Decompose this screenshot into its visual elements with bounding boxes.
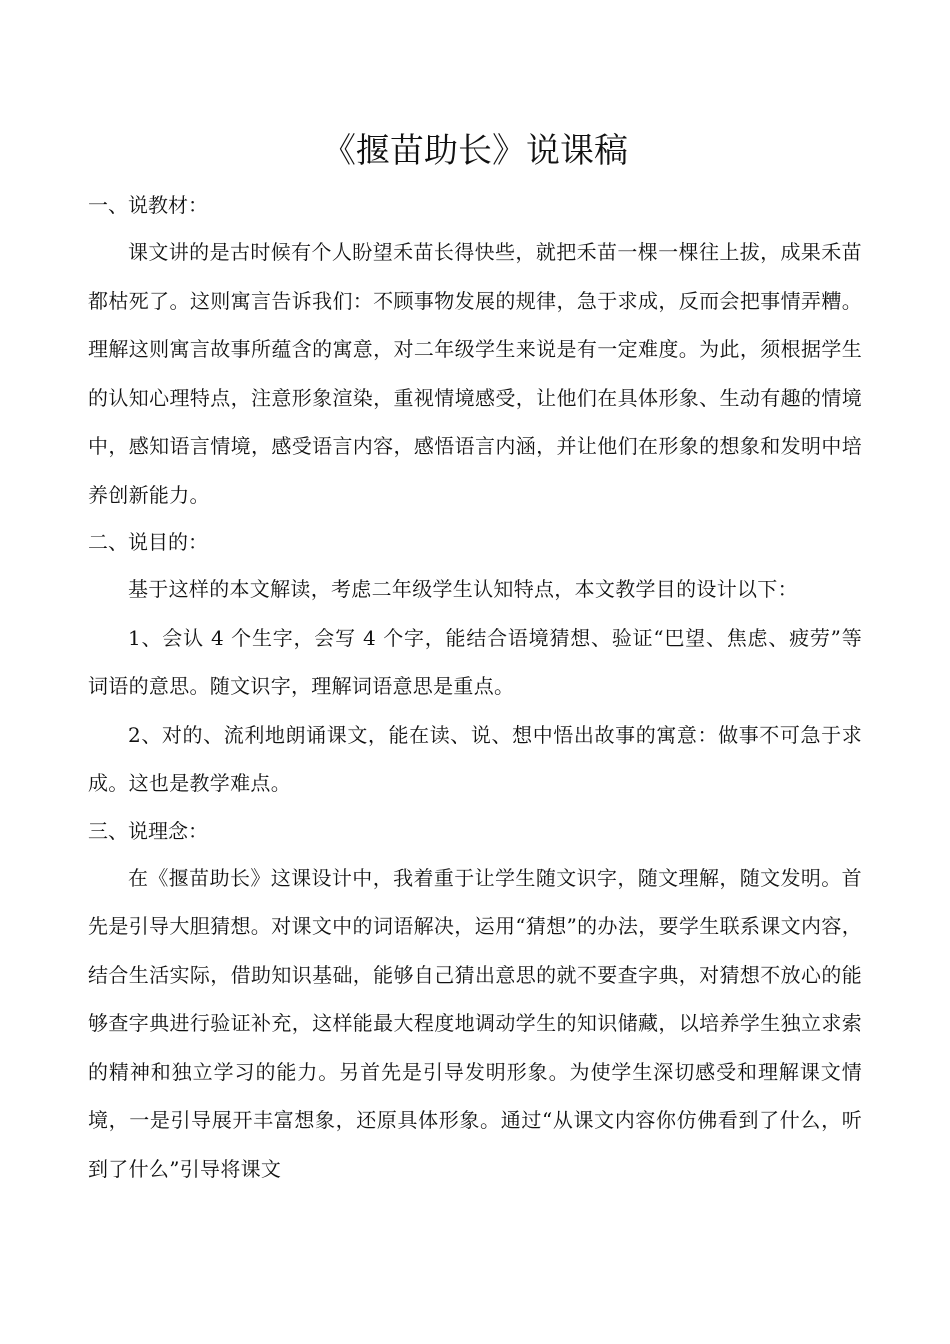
document-title: 《揠苗助长》说课稿	[322, 131, 628, 171]
paragraph-objective-1: 1、会认 4 个生字，会写 4 个字，能结合语境猜想、验证“巴望、焦虑、疲劳”等词语的意思。随文识字，理解词语意思是重点。	[88, 625, 862, 698]
document-body	[88, 182, 862, 1193]
section-heading-objectives: 二、说目的：	[88, 530, 208, 554]
section-heading-concept: 三、说理念：	[88, 818, 208, 843]
paragraph-objective-2: 2、对的、流利地朗诵课文，能在读、说、想中悟出故事的寓意：做事不可急于求成。这也是教学难点。	[88, 722, 862, 795]
paragraph-concept: 在《揠苗助长》这课设计中，我着重于让学生随文识字，随文理解，随文发明。首先是引导大胆猜想。对课文中的词语解决，运用“猜想”的办法，要学生联系课文内容，结合生活实际，借助知识基础，能够自己猜出意思的就不要查字典，对猜想不放心的能够查字典进行验证补充，这样能最大程度地调动学生的知识储藏，以培养学生独立求索的精神和独立学习的能力。另首先是引导发明形象。为使学生深切感受和理解课文情境，一是引导展开丰富想象，还原具体形象。通过“从课文内容你仿佛看到了什么，听到了什么”引导将课文	[88, 865, 862, 1181]
paragraph-teaching-material: 课文讲的是古时候有个人盼望禾苗长得快些，就把禾苗一棵一棵往上拔，成果禾苗都枯死了。这则寓言告诉我们：不顾事物发展的规律，急于求成，反而会把事情弄糟。理解这则寓言故事所蕴含的寓意，对二年级学生来说是有一定难度。为此，须根据学生的认知心理特点，注意形象渲染，重视情境感受，让他们在具体形象、生动有趣的情境中，感知语言情境，感受语言内容，感悟语言内涵，并让他们在形象的想象和发明中培养创新能力。	[88, 240, 862, 507]
section-heading-teaching-material: 一、说教材：	[88, 193, 208, 217]
paragraph-objectives-intro: 基于这样的本文解读，考虑二年级学生认知特点，本文教学目的设计以下：	[128, 577, 798, 601]
